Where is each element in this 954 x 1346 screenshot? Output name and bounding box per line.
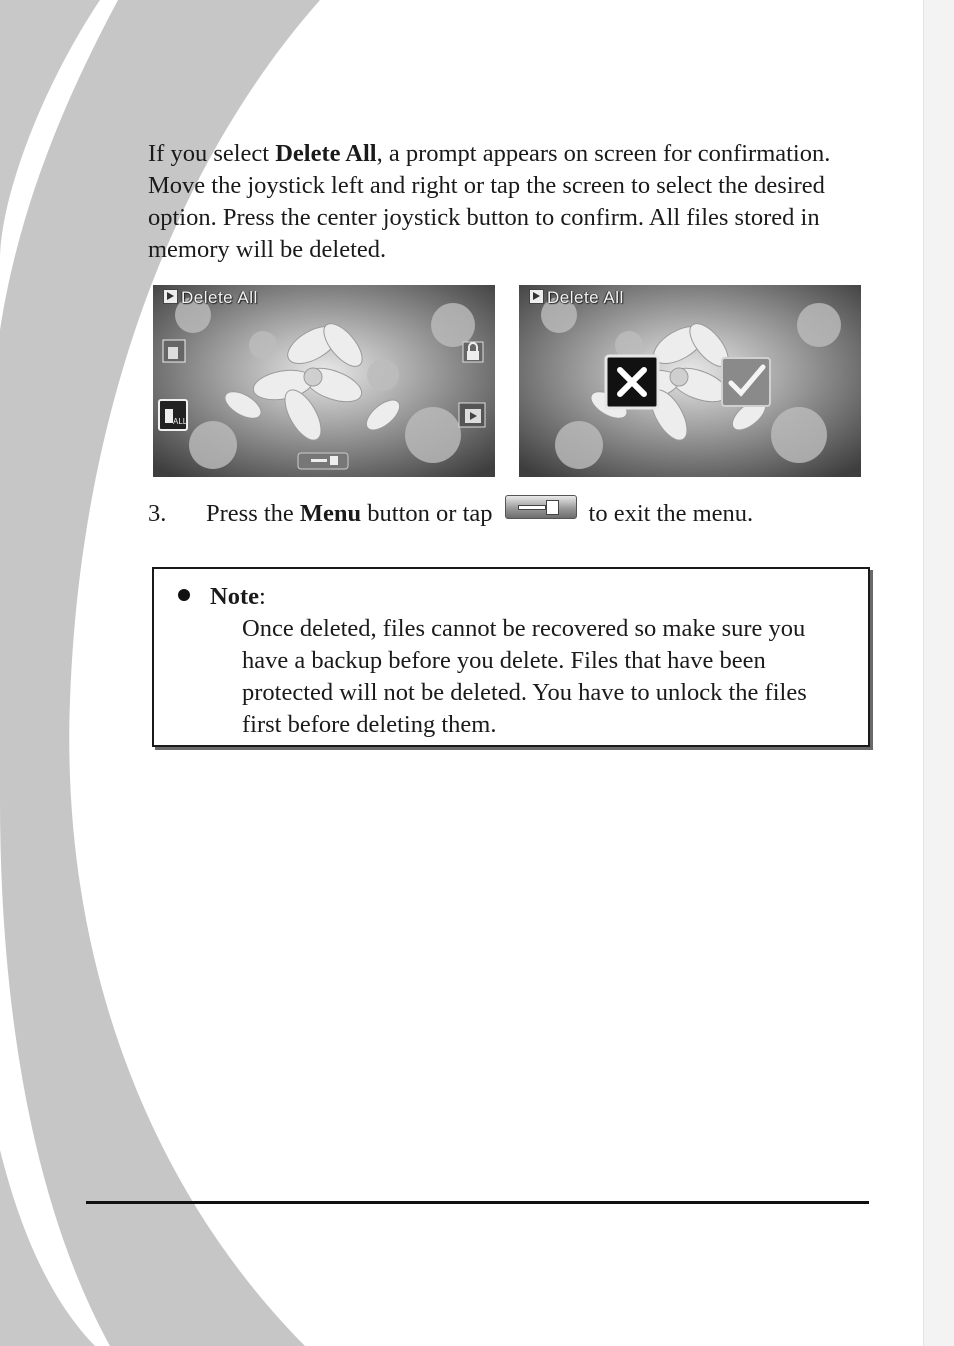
intro-text: If you select: [148, 140, 276, 167]
slideshow-icon[interactable]: [459, 403, 485, 427]
note-colon: :: [258, 583, 266, 610]
screen-title: [529, 288, 624, 308]
footer-rule: [86, 1201, 869, 1204]
screen-title-text: Delete All: [181, 288, 258, 307]
delete-all-screen-2: [519, 285, 861, 477]
screen-title-text: Delete All: [547, 288, 624, 307]
note-heading: [178, 581, 266, 613]
delete-all-screen-1: [153, 285, 495, 477]
step-number: 3.: [148, 500, 167, 527]
note-text: Once deleted, files cannot be recovered so make sure you have a backup before you delete. Files that have been protected will not be deleted. You have to unlock the files first before deleting them.: [242, 615, 807, 738]
menu-button-icon: [505, 495, 577, 519]
delete-one-icon[interactable]: [163, 340, 185, 362]
lock-icon[interactable]: [463, 342, 483, 362]
note-box: [152, 567, 870, 747]
playback-icon: [529, 289, 544, 304]
playback-icon: [163, 289, 178, 304]
menu-term: Menu: [299, 500, 362, 527]
screen-title: [163, 288, 258, 308]
page-edge: [923, 0, 954, 1346]
delete-all-term: Delete All: [275, 140, 377, 167]
delete-all-icon[interactable]: [159, 400, 188, 430]
note-label: Note: [210, 583, 259, 610]
step-text-middle: button or tap: [361, 500, 493, 527]
intro-text-rest: , a prompt appears on screen for confirmation. Move the joystick left and right or tap the screen to select the desired option. Press the center joystick button to confirm. All files stored in memory will be deleted.: [148, 140, 831, 263]
flower-photo: [153, 285, 495, 477]
cancel-x-icon[interactable]: [606, 356, 658, 408]
bullet-icon: [178, 589, 190, 601]
confirm-check-icon[interactable]: [722, 358, 770, 406]
step-text-end: to exit the menu.: [588, 500, 754, 527]
menu-return-icon[interactable]: [298, 453, 348, 469]
flower-photo-confirm: [519, 285, 861, 477]
step-text: Press the: [206, 500, 300, 527]
step-3: [148, 495, 868, 530]
intro-paragraph: [148, 138, 868, 266]
svg-text:ALL: ALL: [173, 417, 188, 426]
